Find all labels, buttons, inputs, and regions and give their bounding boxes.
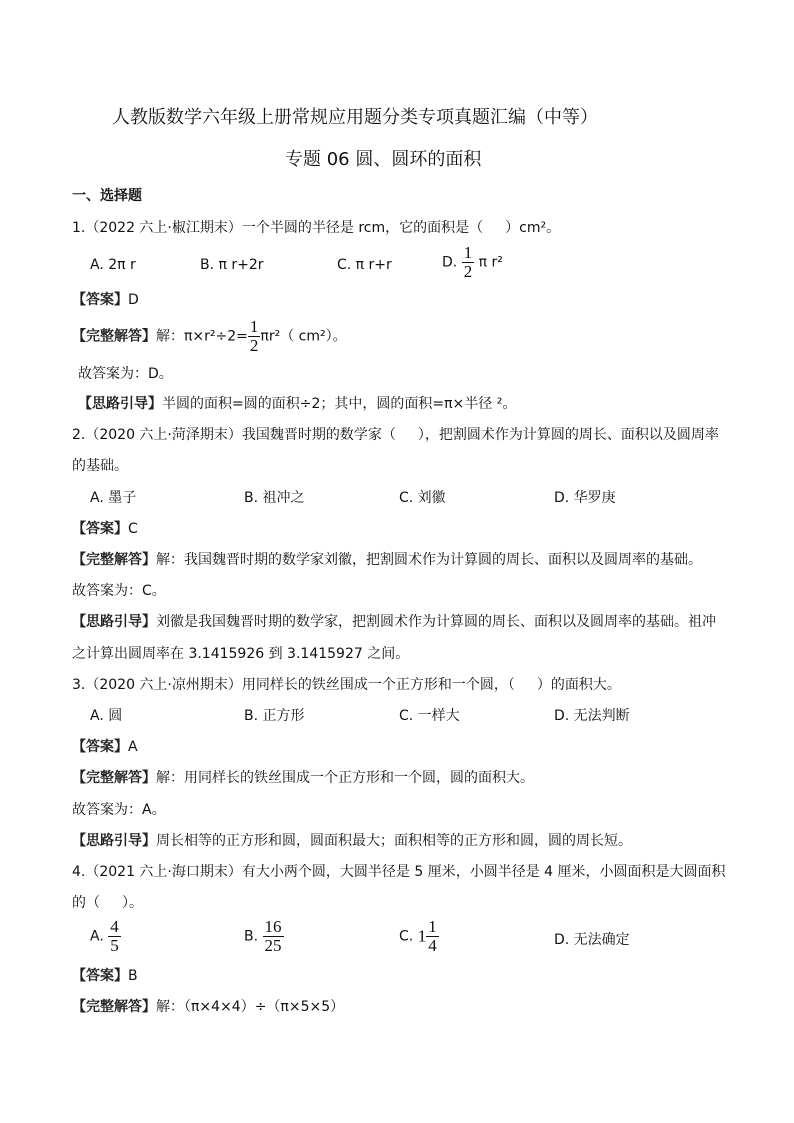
question-3-option-c: C. 一样大 (399, 708, 460, 724)
fraction-one-quarter: $\frac{1}{4}$ (428, 917, 437, 955)
question-3-answer: 【答案】A (72, 739, 138, 755)
question-2-option-c: C. 刘徽 (399, 490, 446, 506)
question-4-option-c: C. 1 $\frac{1}{4}$ (399, 917, 437, 955)
question-1-option-a: A. 2π r (90, 257, 136, 273)
question-1-solution: 【完整解答】解：π×r²÷2= $\frac{1}{2}$ πr²（ cm²）。 (72, 317, 347, 355)
fraction-one-half: $\frac{1}{2}$ (463, 243, 473, 281)
question-4-stem-cont: 的（ ）。 (72, 895, 143, 911)
question-3-solution: 【完整解答】解：用同样长的铁丝围成一个正方形和一个圆，圆的面积大。 (72, 770, 534, 786)
question-1-option-d: D. $\frac{1}{2}$ π r² (442, 243, 503, 281)
question-2-hint: 【思路引导】刘徽是我国魏晋时期的数学家，把割圆术作为计算圆的周长、面积以及圆周率的基础。祖冲 (72, 614, 716, 630)
question-4-answer: 【答案】B (72, 968, 138, 984)
question-3-hint: 【思路引导】周长相等的正方形和圆，圆面积最大；面积相等的正方形和圆，圆的周长短。 (72, 833, 632, 849)
question-2-option-d: D. 华罗庚 (554, 490, 616, 506)
question-2-answer: 【答案】C (72, 521, 138, 537)
question-4-solution: 【完整解答】解：（π×4×4）÷（π×5×5） (72, 999, 345, 1015)
question-4-option-d: D. 无法确定 (554, 932, 630, 948)
question-1-therefore: 故答案为：D。 (78, 366, 173, 382)
question-4-option-b: B. $\frac{16}{25}$ (244, 917, 282, 955)
question-2-stem-cont: 的基础。 (72, 458, 128, 474)
question-1-stem: 1.（2022 六上·椒江期末）一个半圆的半径是 rcm，它的面积是（ ）cm²。 (72, 220, 561, 236)
question-3-option-a: A. 圆 (90, 708, 123, 724)
question-4-stem: 4.（2021 六上·海口期末）有大小两个圆，大圆半径是 5 厘米，小圆半径是 4 厘米，小圆面积是大圆面积 (72, 864, 726, 880)
question-3-stem: 3.（2020 六上·凉州期末）用同样长的铁丝围成一个正方形和一个圆，（ ）的面积大。 (72, 677, 621, 693)
question-2-option-a: A. 墨子 (90, 490, 137, 506)
document-subtitle: 专题 06 圆、圆环的面积 (285, 149, 482, 170)
question-1-answer: 【答案】D (72, 292, 139, 308)
question-3-therefore: 故答案为：A。 (72, 802, 166, 818)
question-2-hint-cont: 之计算出圆周率在 3.1415926 到 3.1415927 之间。 (72, 646, 410, 662)
question-4-option-a: A. $\frac{4}{5}$ (90, 917, 119, 955)
question-2-option-b: B. 祖冲之 (244, 490, 305, 506)
document-title: 人教版数学六年级上册常规应用题分类专项真题汇编（中等） (112, 107, 598, 128)
fraction-sixteen-twentyfifths: $\frac{16}{25}$ (264, 917, 282, 955)
question-2-therefore: 故答案为：C。 (72, 583, 166, 599)
section-heading: 一、选择题 (72, 188, 142, 204)
question-2-solution: 【完整解答】解：我国魏晋时期的数学家刘徽，把割圆术作为计算圆的周长、面积以及圆周率的基础。 (72, 552, 702, 568)
question-3-option-b: B. 正方形 (244, 708, 305, 724)
fraction-one-half: $\frac{1}{2}$ (249, 317, 259, 355)
question-1-option-c: C. π r+r (337, 257, 392, 273)
fraction-four-fifths: $\frac{4}{5}$ (110, 917, 119, 955)
question-3-option-d: D. 无法判断 (554, 708, 630, 724)
question-1-option-b: B. π r+2r (200, 257, 264, 273)
question-2-stem: 2.（2020 六上·菏泽期末）我国魏晋时期的数学家（ ），把割圆术作为计算圆的周长、面积以及圆周率 (72, 427, 719, 443)
question-1-hint: 【思路引导】半圆的面积=圆的面积÷2；其中，圆的面积=π×半径 ²。 (78, 396, 517, 412)
